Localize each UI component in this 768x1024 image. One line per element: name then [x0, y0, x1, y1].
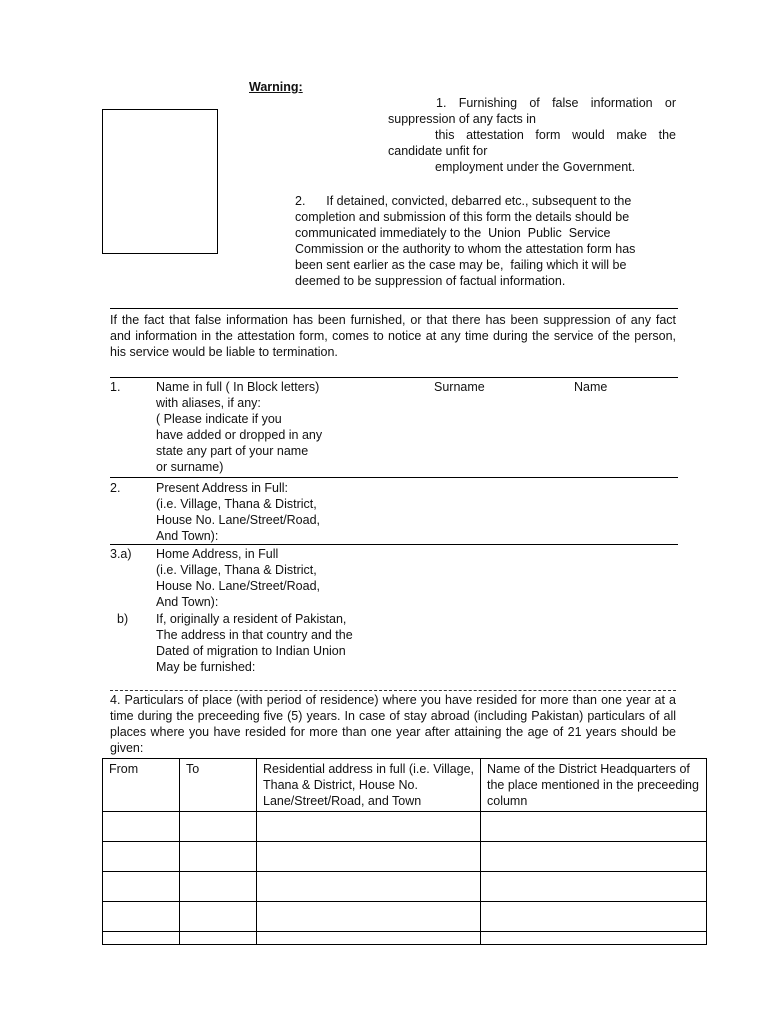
q3b-label-line: The address in that country and the — [156, 628, 353, 642]
q3b-label-line: Dated of migration to Indian Union — [156, 644, 346, 658]
q2-label-line: Present Address in Full: — [156, 481, 289, 495]
q3a-label-line: House No. Lane/Street/Road, — [156, 579, 320, 593]
name-column-label: Name — [574, 380, 608, 394]
district-cell[interactable] — [481, 932, 707, 945]
address-cell[interactable] — [257, 842, 481, 872]
divider — [110, 308, 678, 309]
warning-item-1-line: 1. Furnishing of false information or — [436, 96, 676, 110]
q2-label-line: House No. Lane/Street/Road, — [156, 513, 320, 527]
table-row — [103, 812, 707, 842]
from-cell[interactable] — [103, 872, 180, 902]
q4-text: 4. Particulars of place (with period of residence) where you have resided for more than one year at a time during the preceeding five (5) years. In case of stay abroad (including Pakistan) particulars of all places where you have resided for more than one year after attaining the age of 21 years should be given: — [110, 693, 676, 755]
divider — [110, 544, 678, 545]
warning-item-2-line: Commission or the authority to whom the attestation form has — [295, 242, 636, 256]
table-header-row — [103, 759, 707, 812]
q3b-number: b) — [117, 612, 129, 626]
to-cell[interactable] — [180, 872, 257, 902]
address-cell[interactable] — [257, 902, 481, 932]
warning-item-2-line: been sent earlier as the case may be, failing which it will be — [295, 258, 627, 272]
table-row — [103, 932, 707, 945]
from-cell[interactable] — [103, 902, 180, 932]
q3a-label-line: (i.e. Village, Thana & District, — [156, 563, 317, 577]
district-cell[interactable] — [481, 902, 707, 932]
header-from: From — [103, 759, 180, 812]
divider — [110, 690, 676, 691]
district-cell[interactable] — [481, 872, 707, 902]
header-residential-address: Residential address in full (i.e. Village, Thana & District, House No. Lane/Street/Road, and Town — [257, 759, 481, 812]
warning-item-1-line: candidate unfit for — [388, 144, 488, 158]
q3b-label — [156, 611, 406, 675]
header-district-headquarters: Name of the District Headquarters of the place mentioned in the preceeding column — [481, 759, 707, 812]
from-cell[interactable] — [103, 812, 180, 842]
address-cell[interactable] — [257, 932, 481, 945]
warning-item-1-line: employment under the Government. — [435, 160, 636, 174]
divider — [110, 377, 678, 378]
from-cell[interactable] — [103, 932, 180, 945]
district-cell[interactable] — [481, 842, 707, 872]
table-row — [103, 902, 707, 932]
q1-number: 1. — [110, 380, 121, 394]
q3a-label — [156, 546, 406, 610]
warning-item-1-line: suppression of any facts in — [388, 112, 536, 126]
warning-item-2-line: 2. If detained, convicted, debarred etc., subsequent to the — [295, 194, 632, 208]
q3b-label-line: If, originally a resident of Pakistan, — [156, 612, 347, 626]
warning-item-2-line: communicated immediately to the Union Public Service — [295, 226, 611, 240]
q3a-label-line: Home Address, in Full — [156, 547, 279, 561]
address-cell[interactable] — [257, 872, 481, 902]
address-cell[interactable] — [257, 812, 481, 842]
q3b-label-line: May be furnished: — [156, 660, 256, 674]
table-row — [103, 872, 707, 902]
to-cell[interactable] — [180, 812, 257, 842]
q2-number: 2. — [110, 481, 121, 495]
q2-label — [156, 480, 406, 544]
header-to: To — [180, 759, 257, 812]
warning-item-2 — [295, 193, 655, 289]
q1-label-line: ( Please indicate if you — [156, 412, 282, 426]
q1-label-line: with aliases, if any: — [156, 396, 261, 410]
warning-item-1 — [388, 95, 676, 175]
surname-column-label: Surname — [434, 380, 485, 394]
from-cell[interactable] — [103, 842, 180, 872]
warning-item-2-line: deemed to be suppression of factual information. — [295, 274, 566, 288]
q1-label-line: have added or dropped in any — [156, 428, 323, 442]
to-cell[interactable] — [180, 902, 257, 932]
photo-box — [102, 109, 218, 254]
warning-item-1-line: this attestation form would make the — [435, 128, 676, 142]
termination-notice: If the fact that false information has been furnished, or that there has been suppression of any fact and information in the attestation form, comes to notice at any time during the service of the person, his service would be liable to termination. — [110, 313, 676, 359]
q1-label-line: Name in full ( In Block letters) — [156, 380, 320, 394]
q2-label-line: (i.e. Village, Thana & District, — [156, 497, 317, 511]
q1-label — [156, 379, 406, 475]
divider — [110, 477, 678, 478]
q3a-number: 3.a) — [110, 547, 132, 561]
q1-label-line: or surname) — [156, 460, 224, 474]
district-cell[interactable] — [481, 812, 707, 842]
to-cell[interactable] — [180, 932, 257, 945]
q3a-label-line: And Town): — [156, 595, 219, 609]
residence-table — [102, 758, 707, 945]
warning-item-2-line: completion and submission of this form the details should be — [295, 210, 630, 224]
warning-title: Warning: — [249, 80, 303, 94]
q1-label-line: state any part of your name — [156, 444, 309, 458]
to-cell[interactable] — [180, 842, 257, 872]
table-row — [103, 842, 707, 872]
q2-label-line: And Town): — [156, 529, 219, 543]
